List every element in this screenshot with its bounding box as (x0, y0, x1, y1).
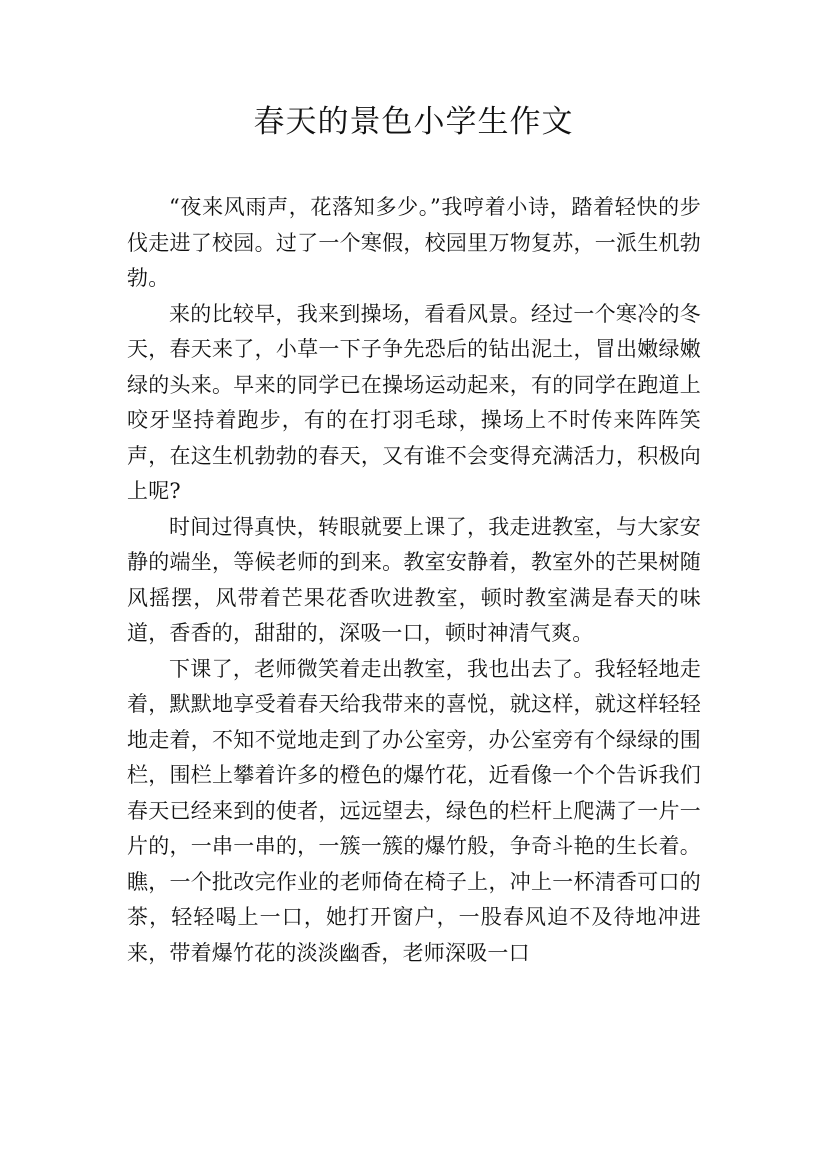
paragraph-3: 时间过得真快，转眼就要上课了，我走进教室，与大家安静的端坐，等候老师的到来。教室安静着，教室外的芒果树随风摇摆，风带着芒果花香吹进教室，顿时教室满是春天的味道，香香的，甜甜的，深吸一口，顿时神清气爽。 (127, 514, 701, 645)
paragraph-1: “夜来风雨声，花落知多少。”我哼着小诗，踏着轻快的步伐走进了校园。过了一个寒假，校园里万物复苏，一派生机勃勃。 (127, 195, 701, 290)
document-body (127, 190, 701, 971)
paragraph-4: 下课了，老师微笑着走出教室，我也出去了。我轻轻地走着，默默地享受着春天给我带来的喜悦，就这样，就这样轻轻地走着，不知不觉地走到了办公室旁，办公室旁有个绿绿的围栏，围栏上攀着许多的橙色的爆竹花，近看像一个个告诉我们春天已经来到的使者，远远望去，绿色的栏杆上爬满了一片一片的，一串一串的，一簇一簇的爆竹般，争奇斗艳的生长着。瞧，一个批改完作业的老师倚在椅子上，冲上一杯清香可口的茶，轻轻喝上一口，她打开窗户，一股春风迫不及待地冲进来，带着爆竹花的淡淡幽香，老师深吸一口 (127, 656, 701, 965)
document-title: 春天的景色小学生作文 (253, 104, 574, 140)
paragraph-2: 来的比较早，我来到操场，看看风景。经过一个寒冷的冬天，春天来了，小草一下子争先恐后的钻出泥土，冒出嫩绿嫩绿的头来。早来的同学已在操场运动起来，有的同学在跑道上咬牙坚持着跑步，有的在打羽毛球，操场上不时传来阵阵笑声，在这生机勃勃的春天，又有谁不会变得充满活力，积极向上呢? (127, 301, 701, 503)
